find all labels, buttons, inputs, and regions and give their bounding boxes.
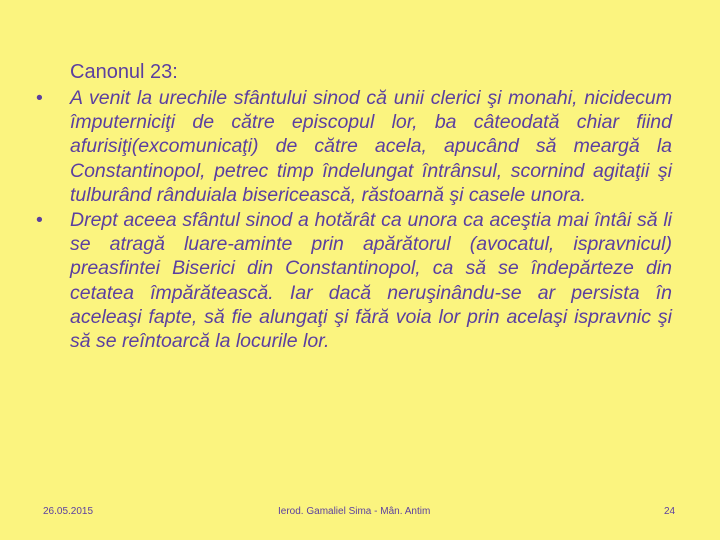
- footer-date: 26.05.2015: [43, 506, 94, 517]
- bullet-icon: •: [36, 209, 43, 232]
- bullet-item: [32, 208, 672, 353]
- bullet-text: Drept aceea sfântul sinod a hotărât ca unora ca aceştia mai întâi să li se atragă luare-aminte prin apărătorul (avocatul, ispravnicul) preasfintei Biserici din Constantinopol, ca să se îndepărteze din cetatea împărătească. Iar dacă neruşinându-se ar persista în aceleaşi fapte, să fie alungaţi şi fără voia lor prin acelaşi ispravnic şi să se reîntoarcă la locurile lor.: [70, 209, 672, 353]
- slide-heading: Canonul 23:: [70, 61, 178, 83]
- bullet-icon: •: [36, 87, 43, 109]
- bullet-list: [32, 86, 672, 353]
- footer-page-number: 24: [664, 506, 676, 517]
- footer-author: Ierod. Gamaliel Sima - Mân. Antim: [278, 506, 431, 517]
- bullet-item: [32, 86, 672, 207]
- bullet-text: A venit la urechile sfântului sinod că unii clerici şi monahi, nicidecum împuterniciţi de către episcopul lor, ba câteodată chiar fiind afurisiţi(excomunicaţi) de către acela, apucând să meargă la Constantinopol, petrec timp îndelungat întrânsul, scornind agitaţii şi tulburând rânduiala bisericească, răstoarnă şi casele unora.: [70, 87, 672, 206]
